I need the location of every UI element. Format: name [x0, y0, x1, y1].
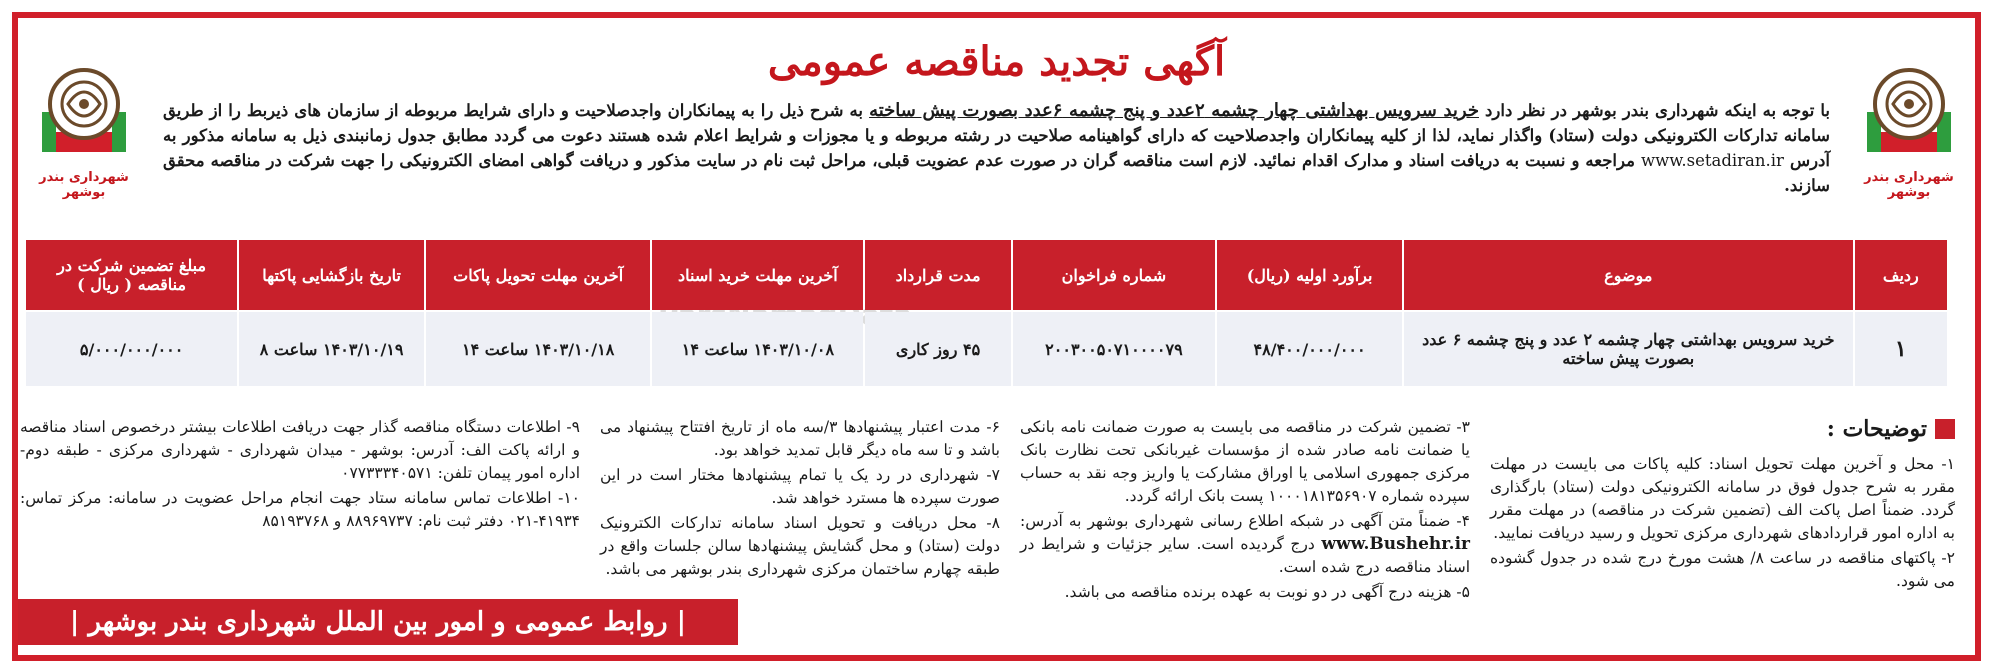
cell-row-number: ۱	[1855, 312, 1947, 386]
col-header: مبلغ تضمین شرکت در مناقصه ( ریال )	[26, 240, 237, 310]
setadiran-link[interactable]: www.setadiran.ir	[1640, 151, 1784, 170]
col-header: برآورد اولیه (ریال)	[1217, 240, 1402, 310]
footer-banner: | روابط عمومی و امور بین الملل شهرداری بندر بوشهر |	[18, 599, 738, 645]
square-bullet-icon	[1935, 419, 1955, 439]
col-header: موضوع	[1404, 240, 1853, 310]
note-7: ۷- شهرداری در رد یک یا تمام پیشنهادها مختار است در این صورت سپرده ها مسترد خواهد شد.	[600, 466, 1000, 507]
intro-part-1: با توجه به اینکه شهرداری بندر بوشهر در نظر دارد	[1485, 101, 1831, 120]
col-header: تاریخ بازگشایی پاکتها	[239, 240, 424, 310]
col-header: آخرین مهلت تحویل پاکات	[426, 240, 650, 310]
cell-opening-date: ۱۴۰۳/۱۰/۱۹ ساعت ۸	[239, 312, 424, 386]
note-2: ۲- پاکتهای مناقصه در ساعت ۸/ هشت مورخ درج شده در جدول گشوده می شود.	[1490, 549, 1955, 590]
cell-duration: ۴۵ روز کاری	[865, 312, 1010, 386]
table-header-row	[26, 240, 1947, 310]
cell-estimate: ۴۸/۴۰۰/۰۰۰/۰۰۰	[1217, 312, 1402, 386]
note-3: ۳- تضمین شرکت در مناقصه می بایست به صورت ضمانت نامه بانکی یا ضمانت نامه صادر شده از مؤسسات غیربانکی تحت نظارت بانک مرکزی جمهوری اسلامی یا اوراق مشارکت یا واریز وجه نقد به حساب سپرده شماره ۱۰۰۰۱۸۱۳۵۶۹۰۷ پست بانک ارائه گردد.	[1020, 418, 1470, 505]
intro-part-3: مراجعه و نسبت به دریافت اسناد و مدارک اقدام نمائید. لازم است مناقصه گران در صورت عدم عضویت قبلی، مراحل ثبت نام در سایت مذکور و دریافت گواهی امضای الکترونیکی را جهت شرکت در مناقصه محقق سازند.	[163, 151, 1830, 195]
cell-doc-deadline: ۱۴۰۳/۱۰/۰۸ ساعت ۱۴	[652, 312, 863, 386]
page-title: آگهی تجدید مناقصه عمومی	[767, 38, 1226, 85]
note-10: ۱۰- اطلاعات تماس سامانه ستاد جهت انجام مراحل عضویت در سامانه: مرکز تماس: ۴۱۹۳۴-۰۲۱ دفتر ثبت نام: ۸۸۹۶۹۷۳۷ و ۸۵۱۹۳۷۶۸	[20, 489, 580, 530]
cell-subject: خرید سرویس بهداشتی چهار چشمه ۲ عدد و پنج چشمه ۶ عدد بصورت پیش ساخته	[1404, 312, 1853, 386]
note-6: ۶- مدت اعتبار پیشنهادها ۳/سه ماه از تاریخ افتتاح پیشنهاد می باشد و تا سه ماه دیگر قابل تمدید خواهد بود.	[600, 418, 1000, 459]
col-header: مدت قرارداد	[865, 240, 1010, 310]
col-header: آخرین مهلت خرید اسناد	[652, 240, 863, 310]
cell-guarantee: ۵/۰۰۰/۰۰۰/۰۰۰	[26, 312, 237, 386]
note-5: ۵- هزینه درج آگهی در دو نوبت به عهده برنده مناقصه می باشد.	[1064, 583, 1470, 601]
cell-call-number: ۲۰۰۳۰۰۵۰۷۱۰۰۰۰۷۹	[1013, 312, 1216, 386]
note-8: ۸- محل دریافت و تحویل اسناد سامانه تدارکات الکترونیک دولت (ستاد) و محل گشایش پیشنهادها سالن جلسات واقع در طبقه چهارم ساختمان مرکزی شهرداری بندر بوشهر می باشد.	[600, 514, 1000, 578]
notes-heading	[1827, 416, 1955, 442]
col-header: ردیف	[1855, 240, 1947, 310]
note-9: ۹- اطلاعات دستگاه مناقصه گذار جهت دریافت اطلاعات بیشتر درخصوص اسناد مناقصه و ارائه پاکت الف: آدرس: بوشهر - میدان شهرداری - شهرداری مرکزی - طبقه دوم- اداره امور پیمان تلفن: ۰۷۷۳۳۳۴۰۵۷۱	[20, 418, 580, 482]
notes-column-3	[600, 416, 1000, 583]
note-4	[1020, 510, 1470, 579]
notes-column-4	[20, 416, 580, 535]
cell-delivery-deadline: ۱۴۰۳/۱۰/۱۸ ساعت ۱۴	[426, 312, 650, 386]
note-1: ۱- محل و آخرین مهلت تحویل اسناد: کلیه پاکات می بایست در مهلت مقرر به شرح جدول فوق در سامانه الکترونیکی دولت (ستاد) بارگذاری گردد. ضمناً اصل پاکت الف (تضمین شرکت در مناقصه) در مهلت مقرر به اداره امور قراردادهای شهرداری مرکزی تحویل و رسید دریافت نمایید.	[1490, 455, 1955, 542]
logo-caption: شهرداری بندر بوشهر	[1864, 170, 1954, 200]
notes-column-1	[1490, 453, 1955, 595]
tender-table	[24, 238, 1949, 388]
tender-notice	[12, 12, 1981, 661]
col-header: شماره فراخوان	[1013, 240, 1216, 310]
logo-caption: شهرداری بندر بوشهر	[39, 170, 129, 200]
intro-highlight: خرید سرویس بهداشتی چهار چشمه ۲عدد و پنج چشمه ۶عدد بصورت پیش ساخته	[869, 100, 1479, 121]
intro-part-2: به شرح ذیل را به پیمانکاران واجدصلاحیت و دارای شرایط مربوطه از سازمان های ذیربط را از طریق سامانه تدارکات الکترونیکی دولت (ستاد) واگذار نماید، لذا از کلیه پیمانکاران واجدصلاحیت که دارای گواهینامه صلاحیت در رشته مربوطه و یا مجوزات و شرایط اعلام شده هستند دعوت می گردد مطابق جدول زمانبندی ذیل به سامانه مذکور به آدرس	[163, 101, 1830, 170]
notes-heading-text: توضیحات :	[1826, 416, 1927, 442]
notes-column-2	[1020, 416, 1470, 606]
table-row	[26, 312, 1947, 386]
note-4-part-a: ۴- ضمناً متن آگهی در شبکه اطلاع رسانی شهرداری بوشهر به آدرس:	[1020, 512, 1470, 530]
intro-paragraph	[163, 98, 1830, 198]
note-4-part-b: درج گردیده است. سایر جزئیات و شرایط در اسناد مناقصه درج شده است.	[1020, 535, 1470, 576]
bushehr-link[interactable]: www.Bushehr.ir	[1321, 534, 1470, 554]
